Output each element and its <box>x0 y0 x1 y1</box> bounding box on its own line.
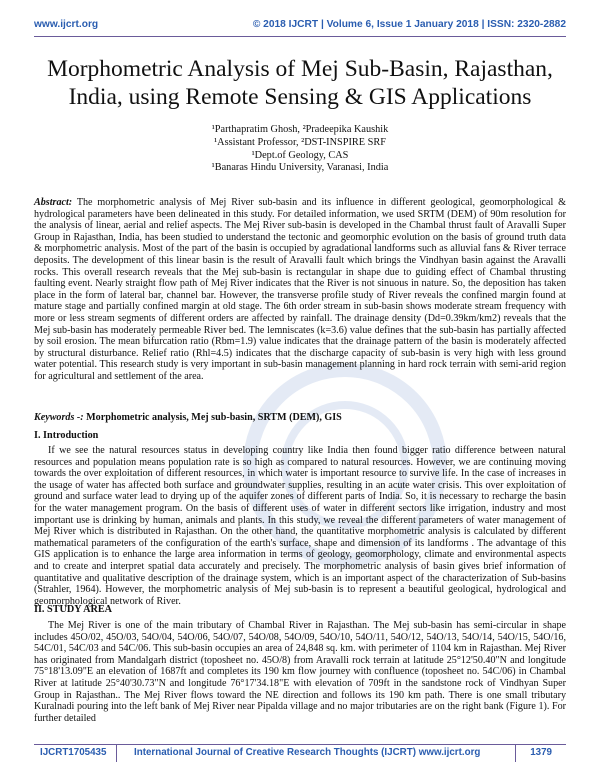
author-names: ¹Parthapratim Ghosh, ²Pradeepika Kaushik <box>211 124 389 135</box>
abstract-label: Abstract: <box>34 197 73 208</box>
footer-separator <box>116 744 117 762</box>
page-footer <box>34 747 566 761</box>
introduction-text: If we see the natural resources status in developing country like India then found bigger ratio difference between natural resources and population means population rate is so high as compared to natural resources. However, we are continuing moving towards the over exploitation of different resources, in which water is important resource to survive life. In the case of increases in the usage of water has affected both surface and groundwater supplies, resulting in an acute water crisis. This over exploitation of ground and surface water lead to drying up of the aquifer zones of different parts of India. So, it is necessary to recharge the basin for the water management program. On the basis of different uses of water in different sectors like irrigation, industry and most important use is drinking by human, animals and plants. In this study, we reveal the different parameters of water management of Mej River which is distributed in Rajasthan. On the other hand, the quantitative morphometric analysis is calculated by different mathematical parameters of the configuration of the earth's surface, shape and dimension of its landforms . The advantage of this GIS application is to enhance the large area information in terms of geology, geomorphology, climate and environmental aspects and to create and interpret spatial data accurately and precisely. The morphometric analysis of basin gives brief information of quantitative and qualitative description of the drainage system, which is an important aspect of the characterization of Sub-basins (Strahler, 1964). However, the morphometric analysis of Mej sub-basin is to represent a beautiful geological, hydrological and geomorphological network of River. <box>34 445 566 607</box>
issue-info: © 2018 IJCRT | Volume 6, Issue 1 January 2018 | ISSN: 2320-2882 <box>252 19 566 30</box>
page-number: 1379 <box>530 747 552 758</box>
keywords-label: Keywords -: <box>34 412 84 423</box>
study-area-text: The Mej River is one of the main tributary of Chambal River in Rajasthan. The Mej sub-basin has semi-circular in shape includes 45O/02, 45O/03, 54O/04, 54O/06, 54O/07, 54O/08, 54O/09, 54O/10, 54O/11, 54O/12, 54O/13, 54O/14, 54O/15, 54O/16, 54C/01, 54C/03 and 54C/06. This sub-basin occupies an area of 24,848 sq. km. with perimeter of 1104 km in Rajasthan. Mej River has originated from Mandalgarh district (toposheet no. 45O/8) from Aravalli rock terrain at latitude 25°12'50.40"N and longitude 75°18'13.09"E an elevation of 1687ft and completes its 190 km flow journey with confluence (toposheet no. 54C/06) in Chambal River at latitude 25°40'30.73"N and longitude 76°17'34.18"E with elevation of 709ft in the sandstone rock of Vindhyan Super Group in Rajasthan.. The Mej River flows toward the NE direction and follows its 190 km path. There is one small tributary Kuralnadi pouring into the left bank of Mej River near Pipalda village and no major tributaries are on the right bank (Figure 1). For further detailed <box>34 620 566 724</box>
footer-separator <box>515 744 516 762</box>
author-block <box>0 124 600 175</box>
footer-divider <box>34 744 566 745</box>
author-department: ¹Dept.of Geology, CAS <box>251 149 349 161</box>
journal-name: International Journal of Creative Research Thoughts (IJCRT) www.ijcrt.org <box>134 747 481 758</box>
introduction-heading: I. Introduction <box>34 430 99 441</box>
page-header <box>34 19 566 33</box>
paper-id: IJCRT1705435 <box>40 747 107 758</box>
author-university: ¹Banaras Hindu University, Varanasi, India <box>211 162 389 174</box>
abstract-section <box>34 197 566 383</box>
keywords-text: Morphometric analysis, Mej sub-basin, SRTM (DEM), GIS <box>86 412 342 423</box>
header-divider <box>34 36 566 37</box>
keywords-section <box>34 412 566 424</box>
journal-site-link[interactable]: www.ijcrt.org <box>34 19 99 30</box>
study-area-heading: II. STUDY AREA <box>34 604 113 615</box>
abstract-text: The morphometric analysis of Mej River sub-basin and its influence in different geological, geomorphological & hydrological parameters have been delineated in this study. For detailed information, we used SRTM (DEM) of 90m resolution for the analysis of linear, aerial and relief aspects. The Mej River sub-basin is developed in the Chambal thrust fault of Aravalli Super Group in Rajasthan, India, has been studied to understand the tectonic and geomorphic evolution on the basis of ground truth data & morphometric analysis. Most of the part of the basin is occupied by agradational landforms such as alluvial fans & River terrace deposits. The development of this linear basin is the result of Aravalli fault which brings the Vindhyan basin against the Aravalli rocks. This overall research reveals that the Mej sub-basin is rectangular in shape due to guiding effect of Chambal thrusting faulting event. Nearly straight flow path of Mej River indicates that the River is not sinuous in nature. So, the deposition has taken place in the form of lateral bar, channel bar. However, the transverse profile study of River reveals the confined margin found at mature stage and partially confined margin at old stage. The 6th order stream in sub-basin shows moderate stream frequency with more or less stream segments of different orders are affected by rainfall. The drainage density (Dd=0.39km/km2) reveals that the Mej sub-basin has moderately permeable River bed. The lemniscates (k=3.6) value defines that the sub-basin has partially affected by soil erosion. The mean bifurcation ratio (Rbm=1.9) value indicates that the drainage pattern of the basin is moderately affected by structural disturbance. Relief ratio (Rhl=4.5) indicates that the discharge capacity of sub-basin is very high with less ground water potential. This research study is very important in sub-basin management planning in hard rock terrain with semi-arid region for agricultural and settlement of the area. <box>34 197 567 382</box>
paper-title: Morphometric Analysis of Mej Sub-Basin, Rajasthan, India, using Remote Sensing & GIS Applications <box>47 56 553 110</box>
author-roles: ¹Assistant Professor, ²DST-INSPIRE SRF <box>214 136 386 148</box>
